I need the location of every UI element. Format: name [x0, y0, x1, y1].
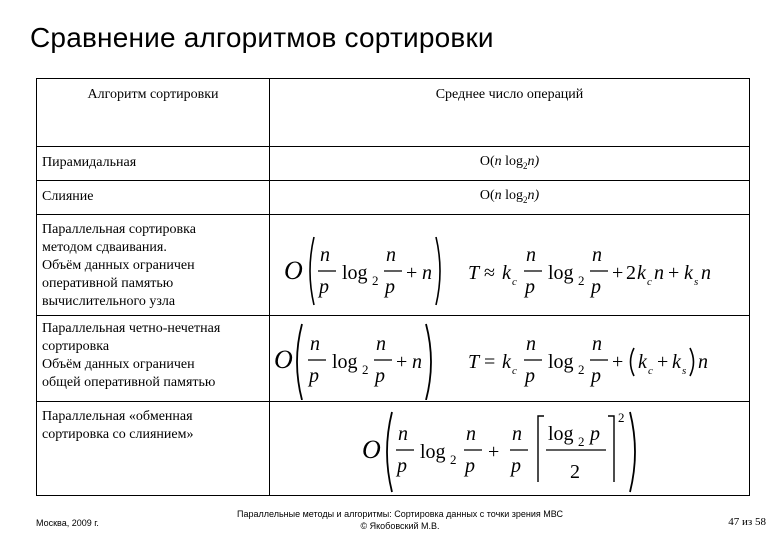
- sym-coef2: 2: [626, 262, 636, 284]
- sym-k: k: [684, 262, 693, 284]
- formula-merge-exchange-svg: [270, 402, 750, 494]
- row-complexity-cell: [270, 147, 750, 181]
- sym-c: c: [647, 276, 652, 288]
- sym-n: n: [512, 423, 522, 445]
- slide-title: Сравнение алгоритмов сортировки: [30, 22, 494, 53]
- sym-O: O: [362, 435, 381, 464]
- formula-pairwise: [270, 215, 749, 311]
- paren-left: [310, 237, 314, 305]
- sym-p: p: [397, 455, 407, 477]
- table-row: [37, 181, 750, 215]
- paren-right: [426, 324, 431, 400]
- sym-plus: +: [668, 262, 680, 284]
- sym-p: p: [591, 365, 601, 387]
- sym-log: log: [420, 441, 446, 463]
- complexity-n: n: [494, 154, 502, 169]
- complexity-tail: n): [527, 154, 540, 169]
- header-algorithm-cell: [37, 79, 270, 147]
- row-complexity-cell: [270, 316, 750, 402]
- paren-left: [631, 348, 635, 376]
- row-name: [37, 316, 269, 396]
- row-name-line: Параллельная «обменная: [42, 409, 193, 424]
- sym-coef2: 2: [570, 461, 580, 483]
- sym-O: O: [274, 345, 293, 374]
- row-complexity-cell: [270, 402, 750, 496]
- sym-n: n: [376, 333, 386, 355]
- footer-author: © Якобовский М.В.: [360, 521, 440, 531]
- sym-eq: =: [484, 351, 496, 373]
- sym-s: s: [682, 365, 687, 377]
- row-name-line: Параллельная сортировка: [42, 222, 196, 237]
- paren-left: [387, 412, 392, 492]
- row-name: [37, 215, 269, 315]
- header-operations-cell: [270, 79, 750, 147]
- footer-course: [200, 508, 600, 532]
- sym-c: c: [512, 365, 517, 377]
- row-name-line: вычислительного узла: [42, 294, 176, 309]
- sym-O: O: [284, 256, 303, 285]
- row-name-line: сортировка со слиянием»: [42, 427, 194, 442]
- sym-base: 2: [578, 434, 585, 449]
- complexity-prefix: O(: [479, 154, 495, 169]
- sym-c: c: [648, 365, 653, 377]
- sym-log: log: [332, 351, 358, 373]
- sym-log: log: [548, 351, 574, 373]
- sym-n: n: [592, 244, 602, 266]
- sym-n: n: [310, 333, 320, 355]
- header-algorithm: Алгоритм сортировки: [87, 87, 219, 102]
- sym-n: n: [466, 423, 476, 445]
- complexity-base: 2: [523, 194, 528, 205]
- footer-course-title: Параллельные методы и алгоритмы: Сортировка данных с точки зрения МВС: [237, 509, 563, 519]
- sym-k: k: [637, 262, 646, 284]
- ceil-left: [538, 416, 544, 482]
- sym-p: p: [319, 276, 329, 298]
- sym-base: 2: [362, 362, 369, 377]
- formula-merge-exchange: [270, 402, 749, 494]
- table-row: [37, 316, 750, 402]
- table-header-row: [37, 79, 750, 147]
- comparison-table: [36, 78, 750, 496]
- formula-pairwise-svg: [270, 215, 750, 311]
- row-name: Пирамидальная: [42, 155, 137, 170]
- sym-p: p: [525, 365, 535, 387]
- sym-base: 2: [372, 273, 379, 288]
- paren-left: [297, 324, 302, 400]
- complexity-base: 2: [523, 160, 528, 171]
- row-name-line: Объём данных ограничен: [42, 357, 195, 372]
- table-row: [37, 147, 750, 181]
- sym-n: n: [526, 244, 536, 266]
- sym-base: 2: [578, 362, 585, 377]
- sym-n: n: [526, 333, 536, 355]
- complexity-prefix: O(: [479, 188, 495, 203]
- row-name-line: методом сдваивания.: [42, 240, 167, 255]
- page-number: 47 из 58: [728, 516, 766, 528]
- complexity: [270, 147, 749, 171]
- row-name-cell: [37, 402, 270, 496]
- sym-k: k: [502, 351, 511, 373]
- sym-approx: ≈: [484, 262, 495, 284]
- sym-log: log: [548, 262, 574, 284]
- row-name-cell: [37, 215, 270, 316]
- sym-plus: +: [488, 441, 500, 463]
- row-name-line: оперативной памятью: [42, 276, 174, 291]
- sym-plus: +: [657, 351, 669, 373]
- sym-log: log: [342, 262, 368, 284]
- sym-p: p: [465, 455, 475, 477]
- table-row: [37, 215, 750, 316]
- sym-base: 2: [578, 273, 585, 288]
- sym-base: 2: [450, 452, 457, 467]
- sym-c: c: [512, 276, 517, 288]
- sym-n: n: [386, 244, 396, 266]
- sym-p: p: [309, 365, 319, 387]
- complexity-log: log: [501, 154, 523, 169]
- sym-k: k: [672, 351, 681, 373]
- sym-n: n: [320, 244, 330, 266]
- table-row: [37, 402, 750, 496]
- sym-p: p: [511, 455, 521, 477]
- row-complexity-cell: [270, 215, 750, 316]
- complexity-log: log: [501, 188, 523, 203]
- row-name-cell: [37, 316, 270, 402]
- row-name-cell: [37, 181, 270, 215]
- sym-p: p: [375, 365, 385, 387]
- sym-plus: +: [612, 351, 624, 373]
- sym-s: s: [694, 276, 699, 288]
- sym-n: n: [398, 423, 408, 445]
- row-name-cell: [37, 147, 270, 181]
- sym-T: T: [468, 351, 480, 373]
- formula-odd-even: [270, 316, 749, 400]
- header-operations: Среднее число операций: [435, 87, 584, 102]
- row-name-line: общей оперативной памятью: [42, 375, 216, 390]
- row-complexity-cell: [270, 181, 750, 215]
- sym-n: n: [698, 351, 708, 373]
- sym-T: T: [468, 262, 480, 284]
- row-name-line: Параллельная четно-нечетная: [42, 321, 221, 336]
- complexity-n: n: [494, 188, 502, 203]
- complexity-tail: n): [527, 188, 540, 203]
- row-name-line: сортировка: [42, 339, 110, 354]
- sym-log: log: [548, 423, 574, 445]
- sym-p: p: [590, 423, 600, 445]
- sym-p: p: [385, 276, 395, 298]
- sym-exp2: 2: [618, 410, 625, 425]
- paren-right: [630, 412, 635, 492]
- sym-plus: +: [612, 262, 624, 284]
- sym-n: n: [654, 262, 664, 284]
- sym-p: p: [525, 276, 535, 298]
- sym-plus: +: [406, 262, 418, 284]
- row-name: Слияние: [42, 189, 94, 204]
- row-name-line: Объём данных ограничен: [42, 258, 195, 273]
- ceil-right: [608, 416, 614, 482]
- footer-location: Москва, 2009 г.: [36, 518, 99, 528]
- sym-n: n: [412, 351, 422, 373]
- sym-plus: +: [396, 351, 408, 373]
- complexity: [270, 181, 749, 205]
- sym-n: n: [422, 262, 432, 284]
- formula-odd-even-svg: [270, 316, 750, 400]
- row-name: [37, 402, 269, 448]
- sym-p: p: [591, 276, 601, 298]
- paren-right: [690, 348, 694, 376]
- sym-n: n: [592, 333, 602, 355]
- sym-k: k: [638, 351, 647, 373]
- paren-right: [436, 237, 440, 305]
- sym-k: k: [502, 262, 511, 284]
- sym-n: n: [701, 262, 711, 284]
